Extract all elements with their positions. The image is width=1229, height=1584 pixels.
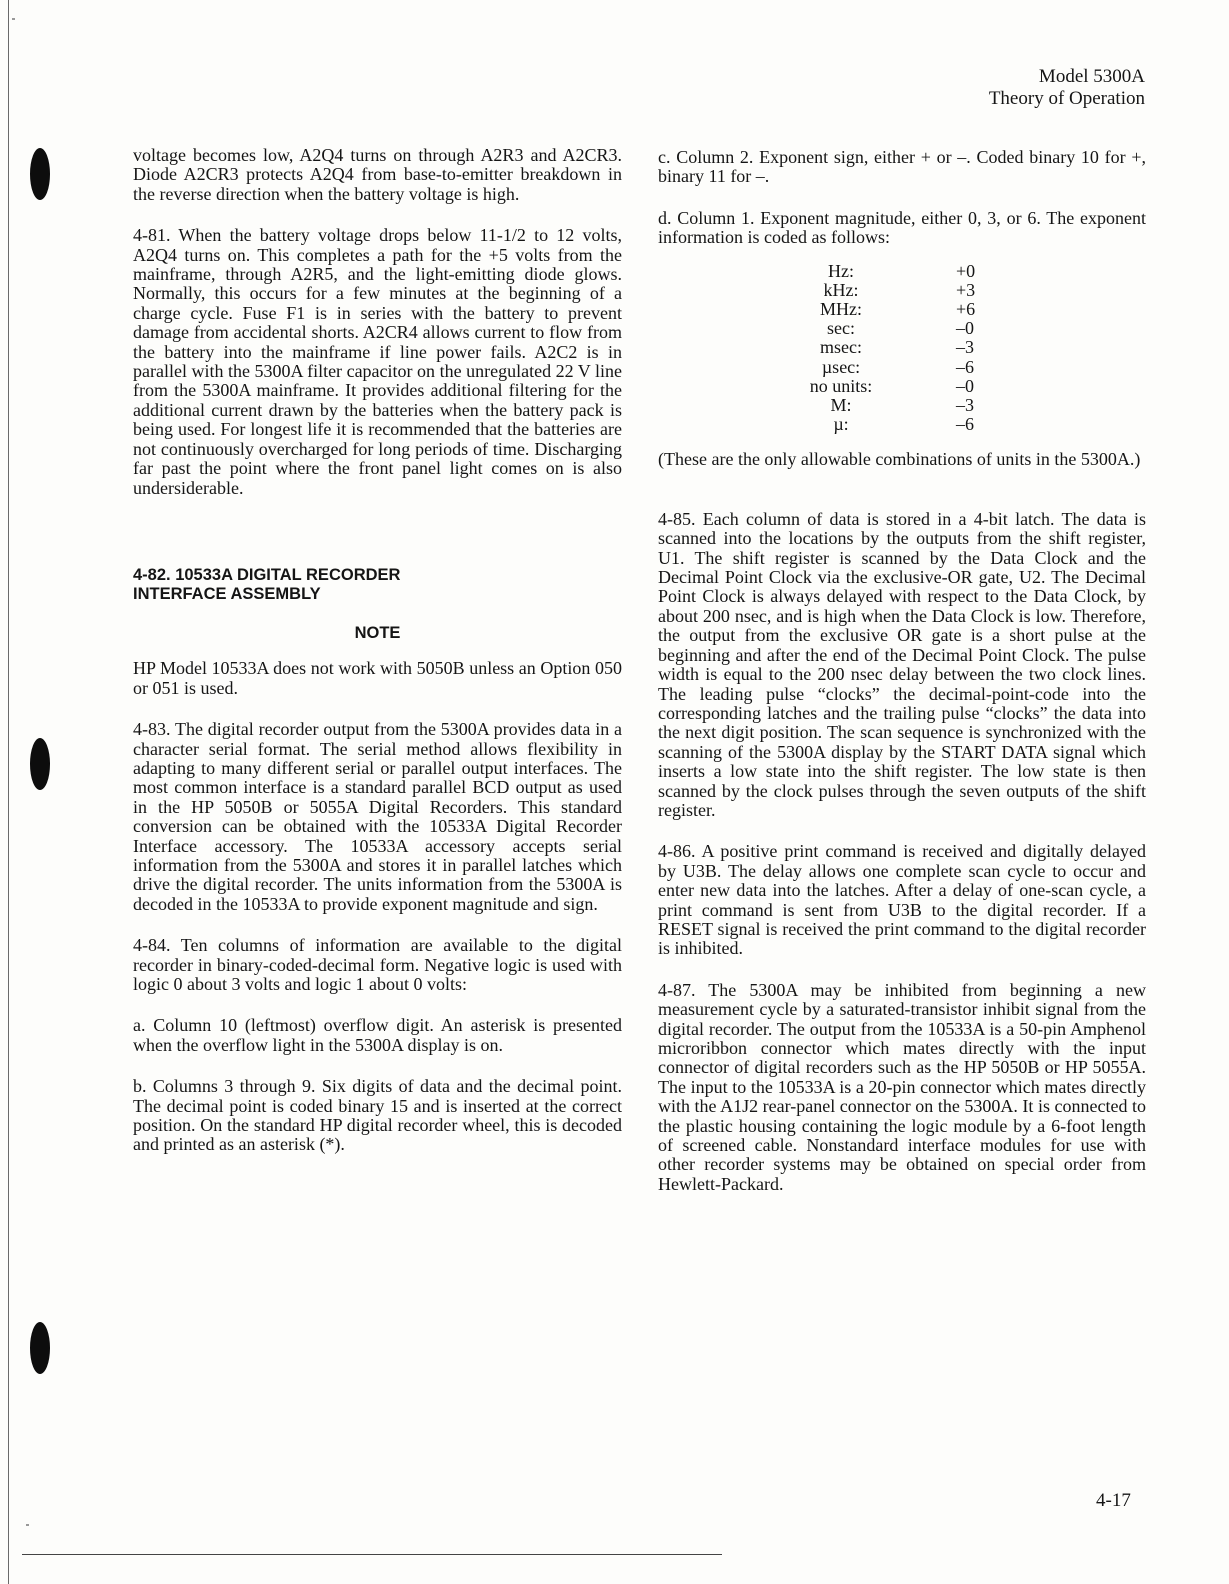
exponent-cell: –3 [956, 337, 974, 358]
paragraph-4-86: 4-86. A positive print command is received and digitally delayed by U3B. The delay allows one complete scan cycle to occur and enter new data into the latches. After a delay of one-scan cycle, a print command is sent from U3B to the digital recorder. If a RESET signal is received the print command to the digital recorder is inhibited. [658, 841, 1146, 959]
scan-speck [26, 1524, 29, 1526]
page-number: 4-17 [1096, 1490, 1131, 1511]
table-row [776, 281, 1036, 300]
unit-cell: Hz: [828, 260, 854, 281]
exponent-cell: –3 [956, 395, 974, 416]
unit-cell: M: [830, 395, 852, 416]
header-section: Theory of Operation [988, 88, 1145, 109]
table-row [776, 358, 1036, 377]
left-column [133, 146, 622, 1155]
note-spacer [133, 604, 622, 624]
exponent-cell: +3 [956, 279, 976, 300]
section-heading [133, 566, 622, 604]
exponent-cell: –6 [956, 414, 974, 435]
table-spacer [658, 434, 1146, 450]
table-row [776, 338, 1036, 357]
paragraph-4-83: 4-83. The digital recorder output from the 5300A provides data in a character serial format. The serial method allows flexibility in adapting to many different serial or parallel output interfaces. The most common interface is a standard parallel BCD output as used in the HP 5050B or 5055A Digital Recorders. This standard conversion can be obtained with the 10533A Digital Recorder Interface accessory. The 10533A accessory accepts serial information from the 5300A and stores it in parallel latches which drive the digital recorder. The units information from the 5300A is decoded in the 10533A to provide exponent magnitude and sign. [133, 719, 622, 914]
punch-hole-middle [30, 738, 50, 790]
table-row [776, 396, 1036, 415]
unit-cell: no units: [809, 375, 873, 396]
heading-line-2: INTERFACE ASSEMBLY [133, 584, 321, 603]
list-item-c: c. Column 2. Exponent sign, either + or –. Coded binary 10 for +, binary 11 for –. [658, 147, 1146, 187]
exponent-cell: +0 [956, 260, 976, 281]
exponent-cell: –6 [956, 356, 974, 377]
table-row [776, 300, 1036, 319]
scan-speck [12, 18, 15, 20]
heading-line-1: 4-82. 10533A DIGITAL RECORDER [133, 565, 401, 584]
exponent-cell: +6 [956, 299, 976, 320]
list-item-a: a. Column 10 (leftmost) overflow digit. An asterisk is presented when the overflow light in the 5300A display is on. [133, 1015, 622, 1055]
list-item-b: b. Columns 3 through 9. Six digits of data and the decimal point. The decimal point is coded binary 15 and is inserted at the correct position. On the standard HP digital recorder wheel, this is decoded and printed as an asterisk (*). [133, 1076, 622, 1155]
right-column [658, 148, 1146, 1194]
unit-cell: sec: [827, 318, 855, 339]
table-row [776, 415, 1036, 434]
paragraph-continuation: voltage becomes low, A2Q4 turns on through A2R3 and A2CR3. Diode A2CR3 protects A2Q4 from base-to-emitter breakdown in the reverse direction when the battery voltage is high. [133, 145, 622, 204]
paragraph-4-85: 4-85. Each column of data is stored in a 4-bit latch. The data is scanned into the locations by the outputs from the shift register, U1. The shift register is scanned by the Data Clock and the Decimal Point Clock via the exclusive-OR gate, U2. The Decimal Point Clock is always delayed with respect to the Data Clock, by about 200 nsec, and is high when the Data Clock is low. Therefore, the output from the exclusive OR gate is a short pulse at the beginning and after the end of the Decimal Point Clock. The pulse width is equal to the 200 nsec delay between the two clock lines. The leading pulse “clocks” the decimal-point-code into the corresponding latches and the trailing pulse “clocks” the data into the next digit position. The scan sequence is synchronized with the scanning of the 5300A display by the START DATA signal which inserts a low state into the shift register. The low state is then scanned by the clock pulses through the seven outputs of the shift register. [658, 508, 1146, 820]
exponent-cell: –0 [956, 375, 974, 396]
note-title: NOTE [354, 623, 401, 642]
unit-cell: µ: [833, 414, 849, 435]
exponent-cell: –0 [956, 318, 974, 339]
header-model: Model 5300A [1038, 66, 1145, 87]
page-header [989, 66, 1145, 110]
table-row [776, 262, 1036, 281]
unit-cell: msec: [820, 337, 862, 358]
punch-hole-top [30, 148, 50, 200]
paragraph-4-87: 4-87. The 5300A may be inhibited from beginning a new measurement cycle by a saturated-transistor inhibit signal from the digital recorder. The output from the 10533A is a 50-pin Amphenol microribbon connector which mates directly with the input connector of digital recorders such as the HP 5050B or HP 5055A. The input to the 10533A is a 20-pin connector which mates directly with the A1J2 rear-panel connector on the 5300A. It is connected to the plastic housing containing the logic module by a 6-foot length of screened cable. Nonstandard interface modules for use with other recorder systems may be obtained on special order from Hewlett-Packard. [658, 979, 1146, 1194]
exponent-table [776, 262, 1036, 435]
note-body: HP Model 10533A does not work with 5050B unless an Option 050 or 051 is used. [133, 658, 622, 698]
punch-hole-bottom [30, 1322, 50, 1374]
unit-cell: µsec: [821, 356, 861, 377]
unit-cell: MHz: [820, 299, 862, 320]
section-spacer [133, 520, 622, 566]
table-row [776, 377, 1036, 396]
unit-cell: kHz: [823, 279, 859, 300]
paragraph-4-84: 4-84. Ten columns of information are available to the digital recorder in binary-coded-decimal form. Negative logic is used with logic 0 about 3 volts and logic 1 about 0 volts: [133, 935, 622, 994]
bottom-rule [22, 1554, 722, 1555]
note-spacer [133, 643, 622, 659]
list-item-d: d. Column 1. Exponent magnitude, either 0, 3, or 6. The exponent information is coded as follows: [658, 207, 1146, 248]
table-note: (These are the only allowable combinations of units in the 5300A.) [658, 449, 1141, 470]
binder-edge-line [8, 0, 9, 1584]
table-row [776, 319, 1036, 338]
paragraph-4-81: 4-81. When the battery voltage drops below 11-1/2 to 12 volts, A2Q4 turns on. This completes a path for the +5 volts from the mainframe, through A2R5, and the light-emitting diode glows. Normally, this occurs for a few minutes at the beginning of a charge cycle. Fuse F1 is in series with the battery to prevent damage from accidental shorts. A2CR4 allows current to flow from the battery into the mainframe if line power fails. A2C2 is in parallel with the 5300A filter capacitor on the unregulated 22 V line from the 5300A mainframe. It provides additional filtering for the additional current drawn by the batteries when the battery pack is being used. For longest life it is recommended that the batteries are not continuously overcharged for long periods of time. Discharging far past the point where the front panel light comes on is also undersiderable. [133, 225, 622, 498]
